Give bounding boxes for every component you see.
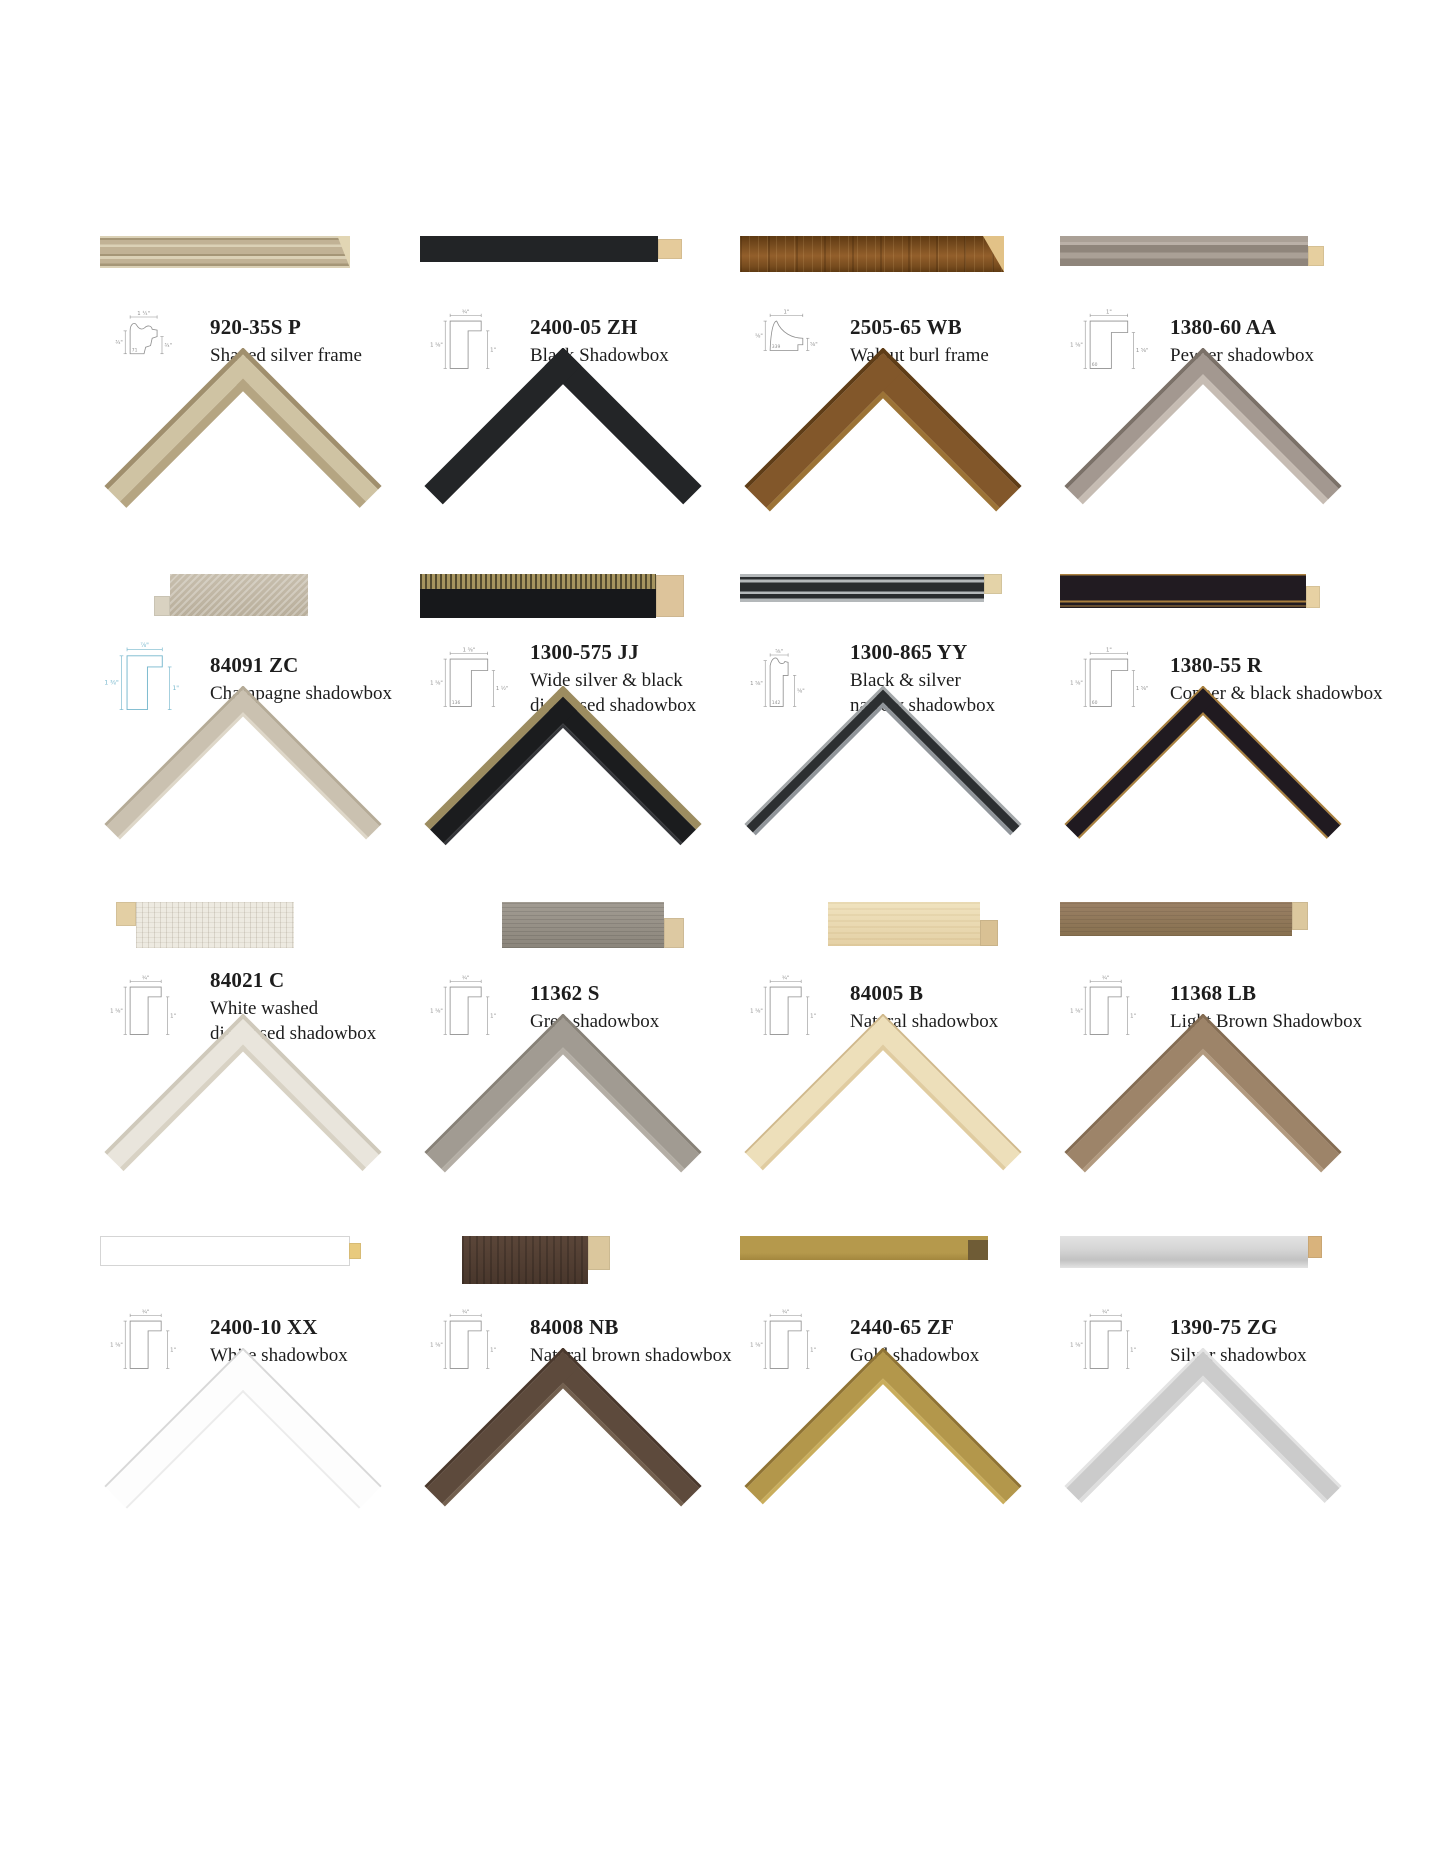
svg-text:1 ⅝": 1 ⅝" [110, 1341, 123, 1348]
corner-sample [420, 1348, 705, 1522]
moulding-end-cap [1292, 902, 1308, 930]
svg-text:1 ⅝": 1 ⅝" [750, 680, 763, 687]
corner-sample [420, 686, 705, 860]
product-desc-line: distressed shadowbox [210, 1023, 377, 1044]
moulding-length-sample [740, 574, 984, 602]
moulding-length-sample [502, 902, 664, 948]
svg-text:1": 1" [490, 1346, 496, 1353]
product-code: 920-35S P [210, 314, 302, 339]
svg-text:1": 1" [810, 1012, 816, 1019]
svg-text:¾": ¾" [1101, 1308, 1110, 1315]
product-desc-line: Natural shadowbox [850, 1010, 999, 1032]
svg-text:1 ⅝": 1 ⅝" [1070, 1007, 1083, 1014]
svg-text:¾": ¾" [461, 974, 470, 981]
corner-sample [740, 1348, 1025, 1522]
svg-text:⅝": ⅝" [775, 648, 783, 655]
product-desc-line: Black Shadowbox [530, 344, 669, 366]
moulding-end-cap [1308, 1236, 1322, 1258]
product-card [420, 1236, 732, 1566]
corner-sample [740, 686, 1025, 860]
corner-sample [100, 1348, 385, 1522]
svg-text:1 ⅝": 1 ⅝" [430, 1007, 443, 1014]
svg-text:¾": ¾" [461, 1308, 470, 1315]
product-desc-line: distressed shadowbox [530, 695, 697, 716]
svg-text:1": 1" [172, 685, 180, 693]
corner-sample [1060, 348, 1345, 522]
svg-text:1 ⅝": 1 ⅝" [1135, 347, 1149, 354]
svg-text:1 ⅝": 1 ⅝" [1070, 679, 1083, 686]
svg-text:¾": ¾" [461, 308, 470, 315]
moulding-end-cap [588, 1236, 610, 1270]
corner-chevron [104, 348, 381, 522]
product-card [100, 236, 385, 566]
product-desc-line: Silver shadowbox [1170, 1344, 1307, 1366]
product-code: 84008 NB [530, 1314, 619, 1339]
product-code: 2440-65 ZF [850, 1314, 955, 1339]
corner-chevron [424, 348, 701, 522]
svg-text:1 ⅝": 1 ⅝" [1135, 685, 1149, 692]
product-card [740, 1236, 1025, 1566]
moulding-length-sample [462, 1236, 588, 1284]
corner-sample [100, 348, 385, 522]
svg-text:1": 1" [783, 308, 790, 315]
svg-text:¾": ¾" [1101, 974, 1110, 981]
svg-text:142: 142 [771, 700, 781, 706]
svg-text:1 ⅜": 1 ⅜" [104, 679, 119, 687]
corner-sample [1060, 1348, 1345, 1522]
moulding-end-cap [658, 239, 682, 259]
svg-text:⅝": ⅝" [810, 341, 818, 348]
svg-text:1 ⅝": 1 ⅝" [430, 1341, 443, 1348]
svg-text:⅝": ⅝" [755, 332, 763, 339]
corner-chevron [104, 686, 381, 860]
moulding-length-sample [740, 236, 1004, 272]
svg-text:1 ¼": 1 ¼" [137, 310, 150, 317]
corner-sample [100, 686, 385, 860]
product-code: 84021 C [210, 968, 285, 992]
product-code: 2400-05 ZH [530, 314, 638, 339]
moulding-length-sample [1060, 902, 1292, 936]
moulding-end-cap [664, 918, 684, 948]
corner-chevron [744, 1348, 1021, 1522]
product-code: 1300-575 JJ [530, 640, 639, 664]
corner-chevron [744, 1014, 1021, 1188]
moulding-length-sample [100, 1236, 350, 1266]
corner-chevron [1064, 1014, 1341, 1188]
product-card [740, 236, 1025, 566]
product-card [1060, 1236, 1345, 1566]
corner-chevron [424, 686, 701, 860]
svg-text:1 ⅝": 1 ⅝" [462, 646, 476, 653]
moulding-end-cap [116, 902, 136, 926]
product-desc-line: White shadowbox [210, 1344, 348, 1366]
svg-text:1": 1" [1106, 646, 1112, 653]
svg-text:¾": ¾" [141, 974, 150, 981]
moulding-length-sample [420, 574, 656, 618]
moulding-end-cap [980, 920, 998, 946]
moulding-length-sample [170, 574, 308, 616]
corner-chevron [104, 1014, 381, 1188]
product-desc-line: Light Brown Shadowbox [1170, 1010, 1363, 1032]
product-card [1060, 574, 1383, 904]
moulding-end-cap [349, 1243, 361, 1259]
svg-text:71: 71 [131, 347, 138, 353]
svg-text:1 ⅝": 1 ⅝" [750, 1341, 763, 1348]
svg-text:60: 60 [1091, 700, 1098, 706]
corner-sample [420, 348, 705, 522]
moulding-end-cap [1308, 246, 1324, 266]
product-code: 1300-865 YY [850, 640, 968, 664]
moulding-length-sample [1060, 574, 1306, 608]
product-desc-line: White washed [210, 998, 319, 1019]
corner-chevron [424, 1348, 701, 1522]
corner-sample [1060, 1014, 1345, 1188]
product-desc-line: Gold shadowbox [850, 1344, 980, 1366]
moulding-length-sample [136, 902, 294, 948]
svg-text:⅞": ⅞" [140, 642, 149, 650]
svg-text:⅝": ⅝" [797, 688, 805, 695]
moulding-end-cap [974, 236, 1004, 272]
svg-text:1": 1" [170, 1012, 176, 1019]
svg-text:1 ⅝": 1 ⅝" [750, 1007, 763, 1014]
corner-chevron [1064, 1348, 1341, 1522]
svg-text:60: 60 [1091, 362, 1098, 368]
moulding-end-cap [656, 575, 684, 617]
moulding-end-cap [968, 1240, 988, 1260]
corner-sample [100, 1014, 385, 1188]
product-card [100, 574, 393, 904]
svg-text:1 ⅝": 1 ⅝" [430, 679, 443, 686]
moulding-length-sample [740, 1236, 988, 1260]
moulding-end-cap [332, 236, 350, 268]
svg-text:1": 1" [490, 1012, 496, 1019]
product-desc-line: Black & silver [850, 670, 961, 691]
product-card [740, 902, 1025, 1232]
svg-text:1 ⅝": 1 ⅝" [110, 1007, 123, 1014]
product-card [1060, 236, 1345, 566]
svg-text:1": 1" [1106, 308, 1112, 315]
product-card [420, 574, 705, 904]
product-code: 11368 LB [1170, 980, 1257, 1005]
product-desc-line: Copper & black shadowbox [1170, 682, 1383, 704]
moulding-end-cap [154, 596, 170, 616]
svg-text:1 ⅝": 1 ⅝" [1070, 341, 1083, 348]
corner-sample [740, 1014, 1025, 1188]
product-desc-line: Wide silver & black [530, 670, 683, 691]
product-card [420, 902, 705, 1232]
svg-text:1": 1" [1130, 1346, 1136, 1353]
product-code: 84091 ZC [210, 652, 299, 677]
product-desc-line: Champagne shadowbox [210, 682, 393, 704]
moulding-length-sample [828, 902, 980, 946]
corner-sample [420, 1014, 705, 1188]
product-card [1060, 902, 1363, 1232]
product-card [420, 236, 705, 566]
moulding-length-sample [1060, 1236, 1308, 1268]
product-desc-line: Pewter shadowbox [1170, 344, 1315, 366]
product-desc-line: Natural brown shadowbox [530, 1344, 732, 1366]
product-card [100, 902, 385, 1232]
product-code: 1380-55 R [1170, 652, 1263, 677]
svg-text:¾": ¾" [115, 339, 123, 346]
svg-text:1 ⅝": 1 ⅝" [430, 341, 443, 348]
product-desc-line: Grey shadowbox [530, 1010, 660, 1032]
svg-text:1": 1" [1130, 1012, 1136, 1019]
svg-text:¾": ¾" [164, 342, 173, 349]
svg-text:1 ½": 1 ½" [495, 685, 509, 692]
corner-chevron [1064, 686, 1341, 860]
svg-text:¾": ¾" [781, 1308, 790, 1315]
moulding-end-cap [1306, 586, 1320, 608]
product-card [100, 1236, 385, 1566]
product-code: 84005 B [850, 980, 924, 1005]
svg-text:1": 1" [490, 346, 496, 353]
corner-chevron [744, 686, 1021, 860]
moulding-end-cap [984, 574, 1002, 594]
corner-chevron [1064, 348, 1341, 522]
corner-chevron [424, 1014, 701, 1188]
product-code: 11362 S [530, 980, 600, 1005]
corner-chevron [104, 1348, 381, 1522]
moulding-length-sample [420, 236, 658, 262]
moulding-length-sample [100, 236, 350, 268]
svg-text:¾": ¾" [781, 974, 790, 981]
product-code: 1390-75 ZG [1170, 1314, 1278, 1339]
product-code: 2505-65 WB [850, 314, 962, 339]
svg-text:1 ⅝": 1 ⅝" [1070, 1341, 1083, 1348]
svg-text:1": 1" [810, 1346, 816, 1353]
product-desc-line: Walnut burl frame [850, 344, 989, 366]
product-code: 1380-60 AA [1170, 314, 1277, 339]
corner-chevron [744, 348, 1021, 522]
product-code: 2400-10 XX [210, 1314, 318, 1339]
svg-text:1": 1" [170, 1346, 176, 1353]
moulding-length-sample [1060, 236, 1308, 266]
svg-text:339: 339 [771, 344, 781, 350]
svg-text:¾": ¾" [141, 1308, 150, 1315]
svg-text:136: 136 [451, 700, 461, 706]
product-desc-line: narrow shadowbox [850, 695, 996, 716]
corner-sample [740, 348, 1025, 522]
product-card [740, 574, 1025, 904]
product-desc-line: Shaped silver frame [210, 344, 362, 366]
corner-sample [1060, 686, 1345, 860]
